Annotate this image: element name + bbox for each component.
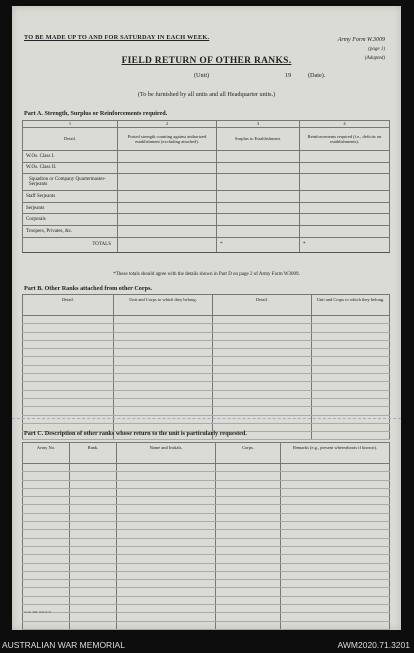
part-b-cell[interactable] bbox=[312, 415, 390, 423]
table-row bbox=[23, 332, 390, 340]
part-b-cell[interactable] bbox=[312, 357, 390, 365]
part-c-cell[interactable] bbox=[281, 580, 390, 588]
part-c-cell[interactable] bbox=[117, 555, 216, 563]
part-b-cell[interactable] bbox=[23, 357, 114, 365]
part-c-cell[interactable] bbox=[23, 488, 70, 496]
table-row bbox=[23, 464, 390, 472]
cell-strength[interactable] bbox=[118, 174, 217, 191]
part-b-cell[interactable] bbox=[114, 415, 213, 423]
part-c-cell[interactable] bbox=[23, 555, 70, 563]
part-c-cell[interactable] bbox=[216, 613, 281, 621]
part-c-cell[interactable] bbox=[117, 580, 216, 588]
page-note: (page 1) bbox=[368, 47, 385, 52]
year-prefix: 19 bbox=[285, 72, 292, 79]
table-row bbox=[23, 472, 390, 480]
part-c-cell[interactable] bbox=[216, 621, 281, 629]
part-b-cell[interactable] bbox=[114, 316, 213, 324]
table-row bbox=[23, 522, 390, 530]
part-b-cell[interactable] bbox=[312, 398, 390, 406]
table-row bbox=[23, 365, 390, 373]
part-b-cell[interactable] bbox=[312, 382, 390, 390]
part-c-cell[interactable] bbox=[70, 497, 117, 505]
col-header-surplus: Surplus to Establishment. bbox=[217, 128, 300, 151]
part-c-cell[interactable] bbox=[281, 605, 390, 613]
col-header-corps: Corps. bbox=[216, 443, 281, 464]
part-c-cell[interactable] bbox=[117, 571, 216, 579]
row-detail: Troopers, Privates, &c. bbox=[23, 225, 118, 237]
part-b-cell[interactable] bbox=[23, 407, 114, 415]
table-row bbox=[23, 225, 390, 237]
col-number: 4 bbox=[300, 121, 390, 128]
table-row bbox=[23, 357, 390, 365]
part-c-cell[interactable] bbox=[23, 571, 70, 579]
table-row bbox=[23, 605, 390, 613]
part-c-cell[interactable] bbox=[281, 555, 390, 563]
part-c-cell[interactable] bbox=[281, 546, 390, 554]
part-b-cell[interactable] bbox=[312, 332, 390, 340]
footer-source: AUSTRALIAN WAR MEMORIAL bbox=[2, 640, 125, 650]
part-c-cell[interactable] bbox=[117, 596, 216, 604]
col-header-unit-corps: Unit and Corps to which they belong. bbox=[114, 295, 213, 316]
part-c-cell[interactable] bbox=[70, 530, 117, 538]
part-c-cell[interactable] bbox=[117, 497, 216, 505]
part-c-cell[interactable] bbox=[23, 513, 70, 521]
part-c-cell[interactable] bbox=[216, 530, 281, 538]
part-b-cell[interactable] bbox=[312, 390, 390, 398]
part-c-cell[interactable] bbox=[23, 530, 70, 538]
footer-accession: AWM2020.71.3201 bbox=[337, 640, 410, 650]
table-row bbox=[23, 398, 390, 406]
cell-reinforcements[interactable] bbox=[300, 174, 390, 191]
table-row bbox=[23, 530, 390, 538]
part-c-cell[interactable] bbox=[23, 480, 70, 488]
part-c-cell[interactable] bbox=[216, 596, 281, 604]
cell-strength[interactable] bbox=[118, 214, 217, 226]
part-a-heading: Part A. Strength, Surplus or Reinforcements required. bbox=[24, 110, 168, 117]
cell-reinforcements[interactable] bbox=[300, 214, 390, 226]
form-number: Army Form W.3009 bbox=[337, 37, 385, 43]
part-c-cell[interactable] bbox=[70, 605, 117, 613]
part-b-cell[interactable] bbox=[213, 332, 312, 340]
part-c-cell[interactable] bbox=[117, 605, 216, 613]
part-b-cell[interactable] bbox=[312, 423, 390, 431]
table-row bbox=[23, 214, 390, 226]
cell-strength[interactable] bbox=[118, 225, 217, 237]
part-b-cell[interactable] bbox=[114, 332, 213, 340]
table-row bbox=[23, 390, 390, 398]
row-detail: W.Os. Class I. bbox=[23, 151, 118, 163]
form-title: FIELD RETURN OF OTHER RANKS. bbox=[121, 56, 292, 66]
part-c-cell[interactable] bbox=[281, 596, 390, 604]
row-detail: W.Os. Class II. bbox=[23, 162, 118, 174]
column-header-row bbox=[23, 443, 390, 464]
part-c-cell[interactable] bbox=[216, 480, 281, 488]
part-b-cell[interactable] bbox=[114, 407, 213, 415]
part-b-cell[interactable] bbox=[114, 357, 213, 365]
table-row bbox=[23, 538, 390, 546]
column-header-row bbox=[23, 128, 390, 151]
part-c-rows bbox=[23, 464, 390, 630]
part-b-cell[interactable] bbox=[23, 374, 114, 382]
part-b-cell[interactable] bbox=[312, 407, 390, 415]
cell-reinforcements[interactable] bbox=[300, 191, 390, 203]
part-c-cell[interactable] bbox=[70, 538, 117, 546]
row-detail: Corporals bbox=[23, 214, 118, 226]
part-c-cell[interactable] bbox=[216, 488, 281, 496]
cell-reinforcements[interactable] bbox=[300, 202, 390, 214]
cell-surplus[interactable] bbox=[217, 162, 300, 174]
part-c-cell[interactable] bbox=[281, 571, 390, 579]
part-c-cell[interactable] bbox=[70, 588, 117, 596]
cell-reinforcements[interactable] bbox=[300, 151, 390, 163]
part-b-cell[interactable] bbox=[312, 316, 390, 324]
part-b-cell[interactable] bbox=[312, 340, 390, 348]
part-b-cell[interactable] bbox=[312, 374, 390, 382]
part-b-cell[interactable] bbox=[114, 398, 213, 406]
part-c-cell[interactable] bbox=[70, 596, 117, 604]
table-row bbox=[23, 480, 390, 488]
table-row bbox=[23, 415, 390, 423]
part-c-cell[interactable] bbox=[117, 472, 216, 480]
part-c-cell[interactable] bbox=[281, 480, 390, 488]
part-c-cell[interactable] bbox=[216, 472, 281, 480]
part-c-cell[interactable] bbox=[70, 472, 117, 480]
part-b-cell[interactable] bbox=[213, 415, 312, 423]
table-row bbox=[23, 488, 390, 496]
part-c-cell[interactable] bbox=[216, 563, 281, 571]
cell-strength[interactable] bbox=[118, 151, 217, 163]
part-c-cell[interactable] bbox=[70, 580, 117, 588]
cell-reinforcements[interactable] bbox=[300, 162, 390, 174]
table-row bbox=[23, 563, 390, 571]
part-c-cell[interactable] bbox=[117, 464, 216, 472]
part-c-cell[interactable] bbox=[117, 546, 216, 554]
part-b-cell[interactable] bbox=[312, 365, 390, 373]
col-header-remarks: Remarks (e.g., present whereabouts if known). bbox=[281, 443, 390, 464]
part-b-cell[interactable] bbox=[213, 349, 312, 357]
total-star: * bbox=[220, 242, 223, 248]
part-c-cell[interactable] bbox=[70, 522, 117, 530]
total-surplus-cell[interactable] bbox=[217, 237, 300, 252]
part-c-cell[interactable] bbox=[70, 563, 117, 571]
part-c-cell[interactable] bbox=[281, 472, 390, 480]
part-c-cell[interactable] bbox=[216, 522, 281, 530]
part-b-cell[interactable] bbox=[23, 332, 114, 340]
part-c-cell[interactable] bbox=[117, 522, 216, 530]
table-row bbox=[23, 497, 390, 505]
part-b-cell[interactable] bbox=[23, 398, 114, 406]
part-c-cell[interactable] bbox=[23, 580, 70, 588]
col-number: 3 bbox=[217, 121, 300, 128]
part-c-cell[interactable] bbox=[117, 613, 216, 621]
column-header-row bbox=[23, 295, 390, 316]
part-c-cell[interactable] bbox=[70, 488, 117, 496]
col-header-army-no: Army No. bbox=[23, 443, 70, 464]
part-c-cell[interactable] bbox=[23, 522, 70, 530]
col-number: 1 bbox=[23, 121, 118, 128]
part-c-cell[interactable] bbox=[216, 497, 281, 505]
part-c-cell[interactable] bbox=[23, 472, 70, 480]
cell-surplus[interactable] bbox=[217, 202, 300, 214]
part-c-cell[interactable] bbox=[216, 546, 281, 554]
print-code: A.W. 306 10m 6/31 bbox=[24, 610, 52, 614]
table-row bbox=[23, 580, 390, 588]
part-c-cell[interactable] bbox=[70, 546, 117, 554]
part-c-cell[interactable] bbox=[281, 563, 390, 571]
part-c-cell[interactable] bbox=[70, 555, 117, 563]
cell-reinforcements[interactable] bbox=[300, 225, 390, 237]
part-c-cell[interactable] bbox=[216, 538, 281, 546]
part-b-cell[interactable] bbox=[213, 324, 312, 332]
table-row bbox=[23, 621, 390, 629]
part-c-cell[interactable] bbox=[281, 464, 390, 472]
part-c-cell[interactable] bbox=[70, 613, 117, 621]
part-c-cell[interactable] bbox=[117, 488, 216, 496]
part-c-cell[interactable] bbox=[216, 555, 281, 563]
totals-note: *These totals should agree with the details shown in Part D on page 2 of Army Form W3009. bbox=[113, 272, 300, 277]
part-b-cell[interactable] bbox=[114, 349, 213, 357]
part-c-cell[interactable] bbox=[281, 621, 390, 629]
part-c-cell[interactable] bbox=[281, 613, 390, 621]
part-c-cell[interactable] bbox=[70, 480, 117, 488]
part-b-heading: Part B. Other Ranks attached from other Corps. bbox=[24, 285, 153, 292]
part-c-cell[interactable] bbox=[70, 505, 117, 513]
table-row bbox=[23, 571, 390, 579]
col-header-strength: Posted strength counting against authorized establishment (excluding attached). bbox=[118, 128, 217, 151]
part-c-cell[interactable] bbox=[216, 571, 281, 579]
table-row bbox=[23, 349, 390, 357]
part-b-cell[interactable] bbox=[213, 316, 312, 324]
part-b-cell[interactable] bbox=[23, 390, 114, 398]
part-c-table bbox=[22, 442, 390, 630]
table-row bbox=[23, 340, 390, 348]
part-c-cell[interactable] bbox=[23, 613, 70, 621]
part-b-cell[interactable] bbox=[114, 374, 213, 382]
part-c-cell[interactable] bbox=[23, 505, 70, 513]
footer-bar bbox=[0, 638, 414, 653]
part-c-cell[interactable] bbox=[117, 513, 216, 521]
total-star: * bbox=[303, 242, 306, 248]
part-b-cell[interactable] bbox=[312, 349, 390, 357]
part-c-cell[interactable] bbox=[281, 588, 390, 596]
part-c-cell[interactable] bbox=[23, 588, 70, 596]
part-c-cell[interactable] bbox=[281, 513, 390, 521]
unit-label: (Unit) bbox=[194, 72, 210, 79]
part-c-cell[interactable] bbox=[281, 497, 390, 505]
part-c-cell[interactable] bbox=[23, 497, 70, 505]
part-b-cell[interactable] bbox=[23, 340, 114, 348]
cell-strength[interactable] bbox=[118, 162, 217, 174]
part-b-cell[interactable] bbox=[114, 382, 213, 390]
part-c-cell[interactable] bbox=[117, 530, 216, 538]
cell-surplus[interactable] bbox=[217, 174, 300, 191]
table-row bbox=[23, 513, 390, 521]
part-b-cell[interactable] bbox=[23, 415, 114, 423]
part-b-cell[interactable] bbox=[23, 365, 114, 373]
part-c-cell[interactable] bbox=[117, 480, 216, 488]
table-row bbox=[23, 191, 390, 203]
part-b-rows bbox=[23, 316, 390, 440]
part-b-cell[interactable] bbox=[213, 407, 312, 415]
col-header-unit-corps: Unit and Corps to which they belong. bbox=[312, 295, 390, 316]
part-b-cell[interactable] bbox=[213, 357, 312, 365]
table-row bbox=[23, 407, 390, 415]
part-c-cell[interactable] bbox=[216, 588, 281, 596]
part-c-cell[interactable] bbox=[281, 530, 390, 538]
part-c-cell[interactable] bbox=[281, 488, 390, 496]
table-row bbox=[23, 588, 390, 596]
total-strength[interactable] bbox=[118, 237, 217, 252]
part-c-cell[interactable] bbox=[23, 621, 70, 629]
part-b-cell[interactable] bbox=[114, 340, 213, 348]
table-row bbox=[23, 613, 390, 621]
page-fold bbox=[12, 418, 401, 419]
part-b-cell[interactable] bbox=[23, 349, 114, 357]
cell-surplus[interactable] bbox=[217, 191, 300, 203]
col-header-reinforcements: Reinforcements required (i.e., deficits on establishments). bbox=[300, 128, 390, 151]
form-sheet bbox=[12, 6, 401, 630]
part-c-cell[interactable] bbox=[281, 505, 390, 513]
table-row bbox=[23, 316, 390, 324]
row-detail: Serjeants bbox=[23, 202, 118, 214]
col-header-detail: Detail. bbox=[213, 295, 312, 316]
part-c-cell[interactable] bbox=[216, 464, 281, 472]
table-row bbox=[23, 596, 390, 604]
cell-strength[interactable] bbox=[118, 202, 217, 214]
part-c-heading: Part C. Description of other ranks whose return to the unit is particularly requested. bbox=[24, 430, 247, 437]
table-row bbox=[23, 202, 390, 214]
adapted-note: (Adapted) bbox=[365, 56, 385, 61]
part-c-cell[interactable] bbox=[70, 513, 117, 521]
part-b-cell[interactable] bbox=[312, 324, 390, 332]
col-header-detail: Detail. bbox=[23, 295, 114, 316]
part-c-cell[interactable] bbox=[216, 505, 281, 513]
part-c-cell[interactable] bbox=[117, 588, 216, 596]
table-row bbox=[23, 174, 390, 191]
date-label: (Date). bbox=[308, 72, 326, 79]
part-c-cell[interactable] bbox=[23, 596, 70, 604]
part-b-cell[interactable] bbox=[312, 432, 390, 440]
part-c-cell[interactable] bbox=[117, 621, 216, 629]
cell-surplus[interactable] bbox=[217, 214, 300, 226]
instruction-line: TO BE MADE UP TO AND FOR SATURDAY IN EACH WEEK. bbox=[24, 34, 210, 41]
row-detail: Squadron or Company Quartermaster-Serjeants bbox=[23, 174, 118, 191]
table-row bbox=[23, 382, 390, 390]
table-row bbox=[23, 162, 390, 174]
part-b-cell[interactable] bbox=[213, 382, 312, 390]
part-c-cell[interactable] bbox=[216, 605, 281, 613]
part-c-cell[interactable] bbox=[70, 571, 117, 579]
cell-surplus[interactable] bbox=[217, 225, 300, 237]
cell-surplus[interactable] bbox=[217, 151, 300, 163]
table-row bbox=[23, 151, 390, 163]
table-row bbox=[23, 505, 390, 513]
row-detail: Staff Serjeants bbox=[23, 191, 118, 203]
part-b-cell[interactable] bbox=[114, 365, 213, 373]
furnish-note: (To be furnished by all units and all Headquarter units.) bbox=[137, 91, 276, 98]
part-c-cell[interactable] bbox=[117, 505, 216, 513]
part-b-cell[interactable] bbox=[114, 324, 213, 332]
part-c-cell[interactable] bbox=[23, 546, 70, 554]
col-header-rank: Rank. bbox=[70, 443, 117, 464]
part-c-cell[interactable] bbox=[70, 464, 117, 472]
col-header-name: Name and Initials. bbox=[117, 443, 216, 464]
part-c-cell[interactable] bbox=[23, 563, 70, 571]
total-reinf-cell[interactable] bbox=[300, 237, 390, 252]
part-b-cell[interactable] bbox=[114, 390, 213, 398]
part-b-cell[interactable] bbox=[23, 316, 114, 324]
part-c-cell[interactable] bbox=[23, 464, 70, 472]
table-row bbox=[23, 374, 390, 382]
totals-row bbox=[23, 237, 390, 252]
part-c-cell[interactable] bbox=[70, 621, 117, 629]
part-b-cell[interactable] bbox=[213, 365, 312, 373]
part-b-cell[interactable] bbox=[23, 382, 114, 390]
table-row bbox=[23, 324, 390, 332]
col-number: 2 bbox=[118, 121, 217, 128]
table-row bbox=[23, 546, 390, 554]
part-c-cell[interactable] bbox=[117, 563, 216, 571]
part-c-cell[interactable] bbox=[281, 538, 390, 546]
cell-strength[interactable] bbox=[118, 191, 217, 203]
part-b-cell[interactable] bbox=[213, 390, 312, 398]
part-c-cell[interactable] bbox=[23, 538, 70, 546]
col-header-detail: Detail. bbox=[23, 128, 118, 151]
part-b-cell[interactable] bbox=[213, 340, 312, 348]
part-b-cell[interactable] bbox=[23, 324, 114, 332]
table-row bbox=[23, 555, 390, 563]
totals-label: TOTALS bbox=[23, 237, 118, 252]
part-a-table bbox=[22, 120, 390, 253]
column-number-row bbox=[23, 121, 390, 128]
part-c-cell[interactable] bbox=[281, 522, 390, 530]
part-c-cell[interactable] bbox=[216, 513, 281, 521]
part-b-cell[interactable] bbox=[213, 374, 312, 382]
part-c-cell[interactable] bbox=[216, 580, 281, 588]
part-c-cell[interactable] bbox=[117, 538, 216, 546]
part-b-cell[interactable] bbox=[213, 398, 312, 406]
